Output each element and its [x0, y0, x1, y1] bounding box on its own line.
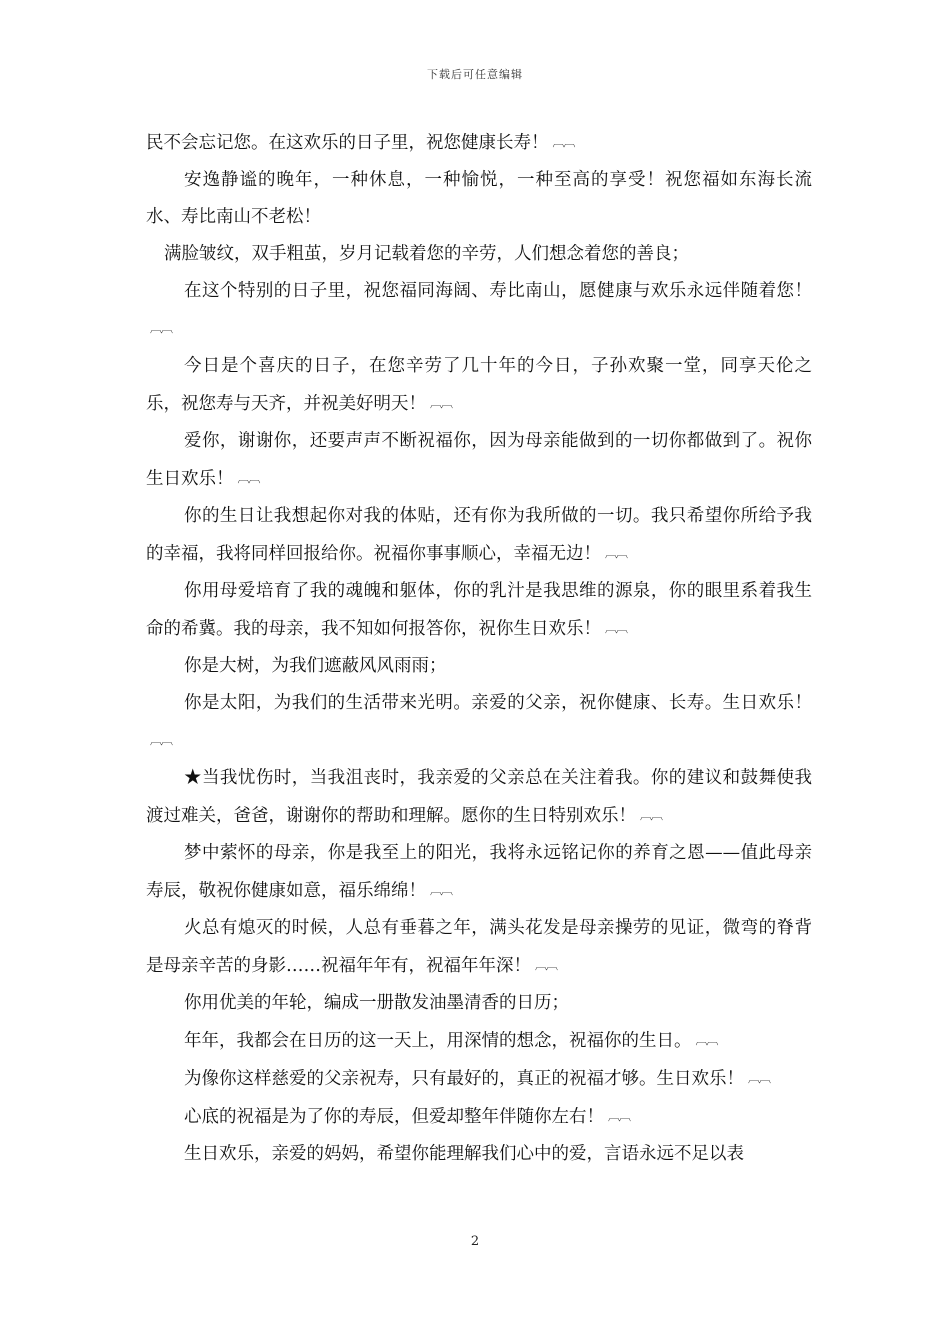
return-mark-icon: ︹︹: [605, 621, 628, 635]
page-number: 2: [470, 1234, 480, 1249]
paragraph: 梦中萦怀的母亲，你是我至上的阳光，我将永远铭记你的养育之恩——值此母亲寿辰，敬祝你健康如意，福乐绵绵！ ︹︹: [146, 835, 812, 910]
return-mark-icon: ︹︹: [608, 1109, 631, 1123]
paragraph: 你的生日让我想起你对我的体贴，还有你为我所做的一切。我只希望你所给予我的幸福，我将同样回报给你。祝福你事事顺心，幸福无边！ ︹︹: [146, 498, 812, 573]
paragraph: 安逸静谧的晚年，一种休息，一种愉悦，一种至高的享受！祝您福如东海长流水、寿比南山不老松！: [146, 170, 812, 227]
return-mark-icon: ︹︹: [605, 546, 628, 560]
paragraph: 你用母爱培育了我的魂魄和躯体，你的乳汁是我思维的源泉，你的眼里系着我生命的希冀。我的母亲，我不知如何报答你，祝你生日欢乐！ ︹︹: [146, 573, 812, 648]
page-header: 下载后可任意编辑: [427, 68, 523, 81]
paragraph: 火总有熄灭的时候，人总有垂暮之年，满头花发是母亲操劳的见证，微弯的脊背是母亲辛苦的身影……祝福年年有，祝福年年深！ ︹︹: [146, 910, 812, 985]
paragraph: 今日是个喜庆的日子，在您辛劳了几十年的今日，子孙欢聚一堂，同享天伦之乐，祝您寿与天齐，并祝美好明天！ ︹︹: [146, 348, 812, 423]
return-mark-icon: ︹︹: [430, 883, 453, 897]
return-mark-icon: ︹︹: [150, 321, 173, 335]
return-mark-icon: ︹︹: [695, 1033, 718, 1047]
paragraph: ★当我忧伤时，当我沮丧时，我亲爱的父亲总在关注着我。你的建议和鼓舞使我渡过难关，爸爸，谢谢你的帮助和理解。愿你的生日特别欢乐！ ︹︹: [146, 760, 812, 835]
paragraph: 满脸皱纹，双手粗茧，岁月记载着您的辛劳，人们想念着您的善良；: [164, 244, 689, 264]
paragraph: 生日欢乐，亲爱的妈妈，希望你能理解我们心中的爱，言语永远不足以表: [184, 1144, 744, 1164]
document-body: [146, 124, 812, 1173]
return-mark-icon: ︹︹: [535, 958, 558, 972]
return-mark-icon: ︹︹: [430, 396, 453, 410]
paragraph: 为像你这样慈爱的父亲祝寿，只有最好的，真正的祝福才够。生日欢乐！ ︹︹: [146, 1060, 812, 1098]
paragraph: 爱你，谢谢你，还要声声不断祝福你，因为母亲能做到的一切你都做到了。祝你生日欢乐！ ︹︹: [146, 423, 812, 498]
return-mark-icon: ︹︹: [640, 808, 663, 822]
paragraph: 你用优美的年轮，编成一册散发油墨清香的日历；: [184, 993, 569, 1013]
return-mark-icon: ︹︹: [237, 471, 260, 485]
paragraph: 年年，我都会在日历的这一天上，用深情的想念，祝福你的生日。 ︹︹: [146, 1022, 812, 1060]
paragraph: 民不会忘记您。在这欢乐的日子里，祝您健康长寿！ ︹︹: [146, 124, 812, 162]
return-mark-icon: ︹︹: [150, 733, 173, 747]
return-mark-icon: ︹︹: [748, 1071, 771, 1085]
paragraph: 你是大树，为我们遮蔽风风雨雨；: [184, 656, 447, 676]
return-mark-icon: ︹︹: [552, 135, 575, 149]
paragraph: 在这个特别的日子里，祝您福同海阔、寿比南山，愿健康与欢乐永远伴随着您！︹︹: [146, 273, 812, 348]
paragraph: 你是太阳，为我们的生活带来光明。亲爱的父亲，祝你健康、长寿。生日欢乐！︹︹: [146, 685, 812, 760]
paragraph: 心底的祝福是为了你的寿辰，但爱却整年伴随你左右！ ︹︹: [146, 1098, 812, 1136]
